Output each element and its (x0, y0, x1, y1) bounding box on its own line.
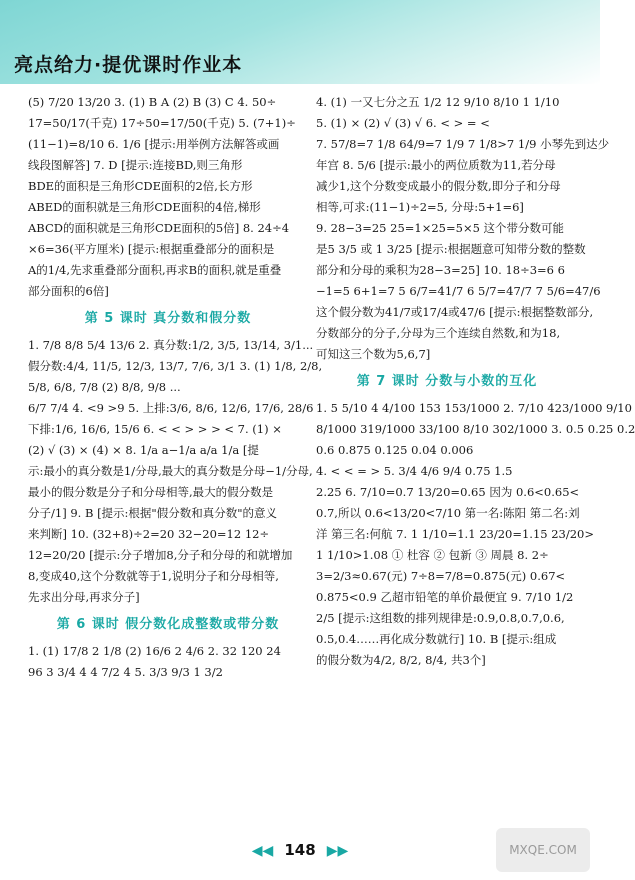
answer-line: 5. (1) × (2) √ (3) √ 6. < > = < (316, 116, 490, 130)
answer-line: 1. (1) 17/8 2 1/8 (2) 16/6 2 4/6 2. 32 120 24 (28, 644, 281, 658)
answer-line: 0.6 0.875 0.125 0.04 0.006 (316, 443, 474, 457)
answer-line: 是5 3/5 或 1 3/25 [提示:根据题意可知带分数的整数 (316, 242, 586, 256)
answer-line: 4. < < = > 5. 3/4 4/6 9/4 0.75 1.5 (316, 464, 513, 478)
answer-line: A的1/4,先求重叠部分面积,再求B的面积,就是重叠 (28, 263, 282, 277)
answer-line: 最小的假分数是分子和分母相等,最大的假分数是 (28, 485, 274, 499)
answer-line: BDE的面积是三角形CDE面积的2倍,长方形 (28, 179, 253, 193)
answer-line: 假分数:4/4, 11/5, 12/3, 13/7, 7/6, 3/1 3. (1) 1/8, 2/8, (28, 359, 323, 373)
answers-block-a (28, 92, 308, 302)
answer-line: ×6=36(平方厘米) [提示:根据重叠部分的面积是 (28, 242, 275, 256)
right-column (316, 92, 635, 671)
answers-block-c (28, 641, 308, 683)
answer-line: 下排:1/6, 16/6, 15/6 6. < < > > > < 7. (1) × (28, 422, 282, 436)
answer-line: 4. (1) 一又七分之五 1/2 12 9/10 8/10 1 1/10 (316, 95, 560, 109)
section-title-lesson5: 第 5 课时 真分数和假分数 (84, 311, 252, 326)
answer-line: 7. 57/8=7 1/8 64/9=7 1/9 7 1/8>7 1/9 小琴先到达少 (316, 137, 610, 151)
page-number: 148 (284, 841, 316, 859)
answer-line: 1. 7/8 8/8 5/4 13/6 2. 真分数:1/2, 3/5, 13/14, 3/1... (28, 338, 314, 352)
watermark-logo (496, 828, 590, 872)
next-arrows-icon: ▶▶ (326, 843, 349, 859)
header-title-main: 亮点给力 (14, 54, 95, 76)
answer-line: 部分和分母的乘积为28−3=25] 10. 18÷3=6 6 (316, 263, 565, 277)
answer-line: 部分面积的6倍] (28, 284, 109, 298)
section-title-lesson6: 第 6 课时 假分数化成整数或带分数 (56, 617, 280, 632)
answer-line: ABED的面积就是三角形CDE面积的4倍,梯形 (28, 200, 261, 214)
answer-line: (2) √ (3) × (4) × 8. 1/a a−1/a a/a 1/a [提 (28, 443, 259, 457)
answer-line: 的假分数为4/2, 8/2, 8/4, 共3个] (316, 653, 486, 667)
answer-line: 洋 第三名:何航 7. 1 1/10=1.1 23/20=1.15 23/20> (316, 527, 595, 541)
answer-line: −1=5 6+1=7 5 6/7=41/7 6 5/7=47/7 7 5/6=47/6 (316, 284, 601, 298)
answers-block-b (28, 335, 323, 608)
answer-line: 先求出分母,再求分子] (28, 590, 140, 604)
watermark-text: MXQE.COM (509, 843, 577, 857)
answer-line: 线段图解答] 7. D [提示:连接BD,则三角形 (28, 158, 243, 172)
answer-line: 12=20/20 [提示:分子增加8,分子和分母的和就增加 (28, 548, 293, 562)
answer-line: 1. 5 5/10 4 4/100 153 153/1000 2. 7/10 423/1000 9/10 (316, 401, 632, 415)
answer-line: 2.25 6. 7/10=0.7 13/20=0.65 因为 0.6<0.65< (316, 485, 580, 499)
answer-line: (5) 7/20 13/20 3. (1) B A (2) B (3) C 4. 50÷ (28, 95, 277, 109)
prev-arrows-icon: ◀◀ (251, 843, 274, 859)
answer-line: 3=2/3≈0.67(元) 7÷8=7/8=0.875(元) 0.67< (316, 569, 566, 583)
header-dot: · (94, 54, 103, 76)
answer-line: 5/8, 6/8, 7/8 (2) 8/8, 9/8 ... (28, 380, 181, 394)
answer-line: 示:最小的真分数是1/分母,最大的真分数是分母−1/分母, (28, 464, 313, 478)
answer-line: 9. 28−3=25 25=1×25=5×5 这个带分数可能 (316, 221, 565, 235)
section-title-lesson7: 第 7 课时 分数与小数的互化 (356, 374, 538, 389)
header-title (14, 50, 242, 77)
answer-line: 8,变成40,这个分数就等于1,说明分子和分母相等, (28, 569, 279, 583)
answers-block-e (316, 398, 635, 671)
answer-line: 分数部分的分子,分母为三个连续自然数,和为18, (316, 326, 561, 340)
answer-line: 1 1/10>1.08 ① 杜容 ② 包新 ③ 周晨 8. 2÷ (316, 548, 549, 562)
answer-line: 可知这三个数为5,6,7] (316, 347, 431, 361)
answer-line: (11−1)=8/10 6. 1/6 [提示:用举例方法解答或画 (28, 137, 280, 151)
answer-line: 8/1000 319/1000 33/100 8/10 302/1000 3. 0.5 0.25 0.2 (316, 422, 635, 436)
answers-block-d (316, 92, 610, 365)
answer-line: 0.875<0.9 乙超市铅笔的单价最便宜 9. 7/10 1/2 (316, 590, 574, 604)
answer-line: 年宫 8. 5/6 [提示:最小的两位质数为11,若分母 (316, 158, 556, 172)
answer-line: 0.5,0.4……再化成分数就行] 10. B [提示:组成 (316, 632, 557, 646)
answer-line: 相等,可求:(11−1)÷2=5, 分母:5+1=6] (316, 200, 524, 214)
answer-line: 6/7 7/4 4. <9 >9 5. 上排:3/6, 8/6, 12/6, 17/6, 28/6 (28, 401, 314, 415)
answer-line: 2/5 [提示:这组数的排列规律是:0.9,0.8,0.7,0.6, (316, 611, 565, 625)
answer-line: 分子/1] 9. B [提示:根据"假分数和真分数"的意义 (28, 506, 278, 520)
left-column (28, 92, 323, 683)
answer-line: ABCD的面积就是三角形CDE面积的5倍] 8. 24÷4 (28, 221, 290, 235)
header-subtitle: 提优课时作业本 (102, 54, 243, 76)
answer-line: 来判断] 10. (32+8)÷2=20 32−20=12 12÷ (28, 527, 270, 541)
answer-line: 96 3 3/4 4 4 7/2 4 5. 3/3 9/3 1 3/2 (28, 665, 223, 679)
answer-line: 这个假分数为41/7或17/4或47/6 [提示:根据整数部分, (316, 305, 594, 319)
answer-line: 17=50/17(千克) 17÷50=17/50(千克) 5. (7+1)÷ (28, 116, 296, 130)
answer-line: 减少1,这个分数变成最小的假分数,即分子和分母 (316, 179, 561, 193)
answer-line: 0.7,所以 0.6<13/20<7/10 第一名:陈阳 第二名:刘 (316, 506, 580, 520)
